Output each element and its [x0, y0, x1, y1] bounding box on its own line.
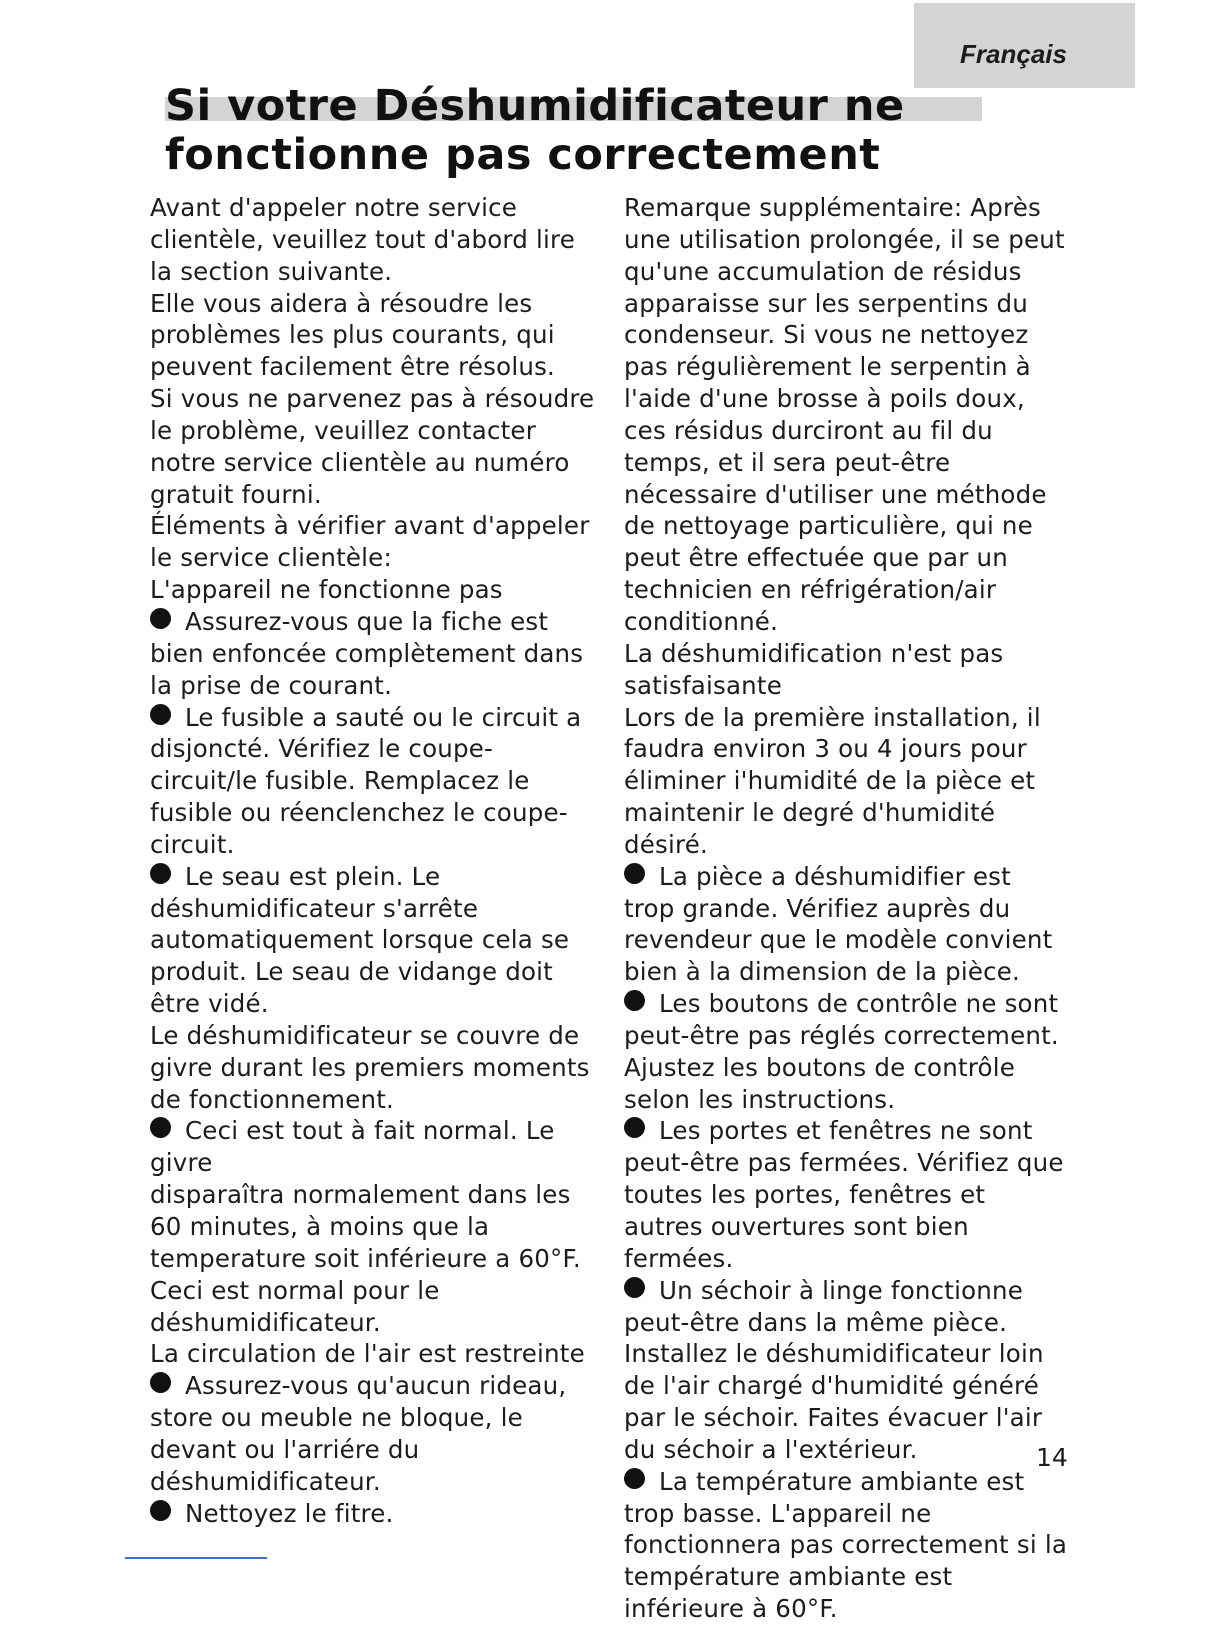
paragraph: Avant d'appeler notre service clientèle, veuillez tout d'abord lire la section suivante. — [150, 193, 576, 286]
bullet-dot-icon — [150, 1500, 171, 1521]
bullet-dot-icon — [624, 1468, 645, 1489]
section-heading: La circulation de l'air est restreinte — [150, 1339, 585, 1369]
bullet-item: Le fusible a sauté ou le circuit a disjoncté. Vérifiez le coupe-circuit/le fusible. Remplacez le fusible ou réenclenchez le coupe-circuit. — [150, 702, 582, 859]
bullet-item: La température ambiante est trop basse. L'appareil ne fonctionnera pas correctement si la température ambiante est inférieure à 60°F. — [624, 1466, 1068, 1624]
right-column — [624, 192, 1069, 1625]
bullet-dot-icon — [624, 1117, 645, 1138]
page-number: 14 — [1036, 1443, 1068, 1472]
bullet-dot-icon — [624, 990, 645, 1011]
footer-divider — [125, 1557, 267, 1559]
bullet-dot-icon — [150, 704, 171, 725]
language-tab — [914, 3, 1135, 88]
title-line-1: Si votre Déshumidificateur ne — [165, 81, 905, 131]
bullet-item: Les portes et fenêtres ne sont peut-être pas fermées. Vérifiez que toutes les portes, fenêtres et autres ouvertures sont bien fermées. — [624, 1116, 1064, 1273]
paragraph: Si vous ne parvenez pas à résoudre le problème, veuillez contacter notre service clientèle au numéro gratuit fourni. — [150, 384, 595, 509]
section-heading: L'appareil ne fonctionne pas — [150, 575, 503, 605]
bullet-item: Ceci est tout à fait normal. Le givre — [150, 1116, 555, 1178]
bullet-dot-icon — [150, 1117, 171, 1138]
bullet-dot-icon — [624, 863, 645, 884]
section-heading: La déshumidification n'est pas satisfaisante — [624, 638, 1004, 700]
paragraph: disparaîtra normalement dans les 60 minutes, à moins que la temperature soit inférieure a 60°F. Ceci est normal pour le déshumidificateur. — [150, 1180, 581, 1337]
bullet-item: Le seau est plein. Le déshumidificateur s'arrête automatiquement lorsque cela se produit. Le seau de vidange doit être vidé. — [150, 861, 570, 1019]
paragraph: Elle vous aidera à résoudre les problèmes les plus courants, qui peuvent facilement être résolus. — [150, 288, 556, 382]
paragraph: Éléments à vérifier avant d'appeler le service clientèle: — [150, 511, 590, 573]
bullet-item: Nettoyez le fitre. — [150, 1498, 595, 1530]
section-heading: Le déshumidificateur se couvre de givre durant les premiers moments de fonctionnement. — [150, 1020, 590, 1114]
title-line-2: fonctionne pas correctement — [165, 130, 881, 180]
bullet-dot-icon — [624, 1277, 645, 1298]
left-column — [150, 192, 595, 1529]
page-title — [165, 82, 905, 180]
bullet-item: Assurez-vous qu'aucun rideau, store ou meuble ne bloque, le devant ou l'arriére du déshumidificateur. — [150, 1371, 567, 1496]
bullet-dot-icon — [150, 1372, 171, 1393]
language-label: Français — [960, 39, 1067, 69]
bullet-item: Un séchoir à linge fonctionne peut-être dans la même pièce. Installez le déshumidificateur loin de l'air chargé d'humidité généré par le séchoir. Faites évacuer l'air du séchoir a l'extérieur. — [624, 1275, 1044, 1464]
paragraph: Remarque supplémentaire: Après une utilisation prolongée, il se peut qu'une accumulation de résidus apparaisse sur les serpentins du condenseur. Si vous ne nettoyez pas régulièrement le serpentin à l'aide d'une brosse à poils doux, ces résidus durciront au fil du temps, et il sera peut-être nécessaire d'utiliser une méthode de nettoyage particulière, qui ne peut être effectuée que par un technicien en réfrigération/air conditionné. — [624, 193, 1065, 636]
bullet-item: Les boutons de contrôle ne sont peut-être pas réglés correctement. Ajustez les boutons de contrôle selon les instructions. — [624, 989, 1059, 1114]
bullet-dot-icon — [150, 608, 171, 629]
bullet-item: La pièce a déshumidifier est trop grande. Vérifiez auprès du revendeur que le modèle convient bien à la dimension de la pièce. — [624, 861, 1053, 987]
paragraph: Lors de la première installation, il faudra environ 3 ou 4 jours pour éliminer i'humidité de la pièce et maintenir le degré d'humidité désiré. — [624, 702, 1041, 859]
bullet-dot-icon — [150, 863, 171, 884]
bullet-item: Assurez-vous que la fiche est bien enfoncée complètement dans la prise de courant. — [150, 606, 584, 700]
